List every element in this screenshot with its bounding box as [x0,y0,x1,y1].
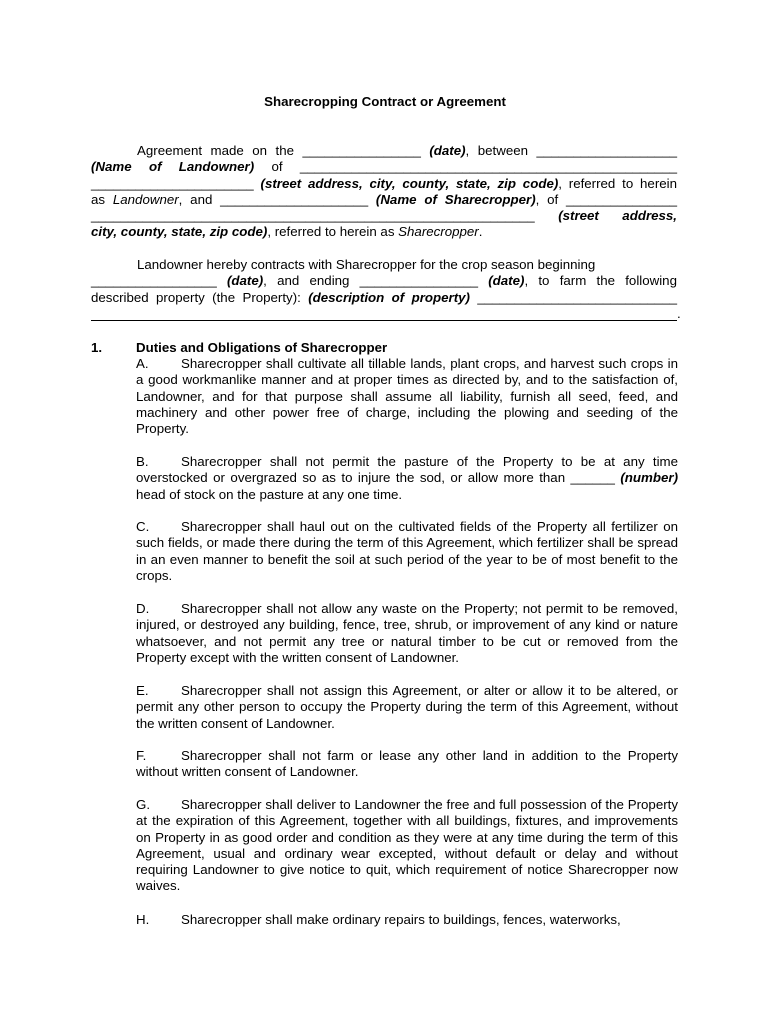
intro-text: ____________________________________________________________ [91,208,559,224]
intro-text: as [91,191,113,207]
clause-text: Sharecropper shall deliver to Landowner the free and full possession of the Property at the expiration of this Agreement, together with all buildings, fixtures, and improvements on Property in as good order and condition as they were at any time during the term of this Agreement, usual and ordinary wear excepted, without default or delay and without requiring Landowner to give notice to quit, which requirement of notice Sharecropper now waives. [136,797,678,894]
clause-label: D. [136,601,150,616]
contract-text: , and ending ________________ [263,273,489,289]
clause-h [136,912,678,928]
clause-b [136,454,678,503]
contract-text: _________________ [91,273,227,289]
section-1-heading [91,340,677,356]
contract-text: , to farm the following [524,273,677,289]
clause-a [136,356,678,437]
clause-e [136,683,678,732]
intro-line-6 [91,224,677,240]
intro-text: , between ___________________ [465,143,677,158]
intro-text: of ___________________________________________________ [254,159,677,175]
clause-c [136,519,678,584]
clause-f [136,748,678,781]
address-placeholder: (street address, city, county, state, zip code) [260,175,559,191]
clause-d [136,601,678,666]
sharecropper-term: Sharecropper [398,224,479,240]
clause-text: Sharecropper shall make ordinary repairs to buildings, fences, waterworks, [181,912,621,927]
clause-label: H. [136,912,150,927]
intro-line-4 [91,192,677,208]
date-placeholder: (date) [488,273,525,289]
contract-paragraph [91,257,677,306]
intro-line-1 [91,143,677,159]
clause-label: A. [136,356,149,371]
clause-label: G. [136,797,151,812]
intro-line-2 [91,159,677,175]
contract-text: ___________________________ [469,289,677,305]
landowner-name-placeholder: (Name of Landowner) [91,159,255,175]
date-placeholder: (date) [429,143,466,158]
clause-text: Sharecropper shall not allow any waste on the Property; not permit to be removed, injured, or destroyed any building, fence, tree, shrub, or improvement of any kind or nature whatsoever, and not permit any tree or natural timber to be cut or removed from the Property except with the written consent of Landowner. [136,601,678,665]
intro-text: , referred to herein as [267,224,399,240]
clause-label: F. [136,748,147,763]
clause-text: Sharecropper shall not permit the pasture of the Property to be at any time overstocked or overgrazed so as to injure the sod, or allow more than ______ [136,454,678,486]
landowner-term: Landowner [112,191,179,207]
intro-text: . [478,224,483,240]
date-placeholder: (date) [226,273,264,289]
section-number: 1. [91,340,103,355]
contract-line-2 [91,273,677,289]
clause-label: E. [136,683,149,698]
property-description-placeholder: (description of property) [308,289,470,305]
intro-text: , and ____________________ [178,191,376,207]
contract-line-end: . [677,306,681,321]
clause-text: Sharecropper shall haul out on the cultivated fields of the Property all fertilizer on such fields, or made there during the term of this Agreement, which fertilizer shall be spread in an even manner to benefit the soil at such period of the year to be of most benefit to the crops. [136,519,678,583]
intro-text: , referred to herein [558,175,677,191]
clause-g [136,797,678,895]
clause-text: Sharecropper shall not assign this Agreement, or alter or allow it to be altered, or permit any other person to occupy the Property during the term of this Agreement, without the written consent of Landowner. [136,683,678,731]
clause-text: head of stock on the pasture at any one time. [136,486,403,502]
intro-paragraph [91,143,677,241]
address-placeholder: city, county, state, zip code) [91,224,268,240]
document-title: Sharecropping Contract or Agreement [264,94,506,109]
number-placeholder: (number) [620,470,678,486]
contract-line-1: Landowner hereby contracts with Sharecropper for the crop season beginning [137,257,596,272]
intro-text: ______________________ [91,175,261,191]
intro-line-5 [91,208,677,224]
clause-label: C. [136,519,150,534]
intro-text: Agreement made on the ________________ [137,143,430,158]
blank-line [91,320,677,321]
section-title: Duties and Obligations of Sharecropper [136,340,388,355]
intro-text: , of _______________ [535,191,677,207]
clause-text: Sharecropper shall cultivate all tillable lands, plant crops, and harvest such crops in a good workmanlike manner and at proper times as directed by, and to the satisfaction of, Landowner, and for that purpose shall assume all liability, furnish all seed, feed, and machinery and other power free of charge, including the plowing and seeding of the Property. [136,356,678,437]
contract-text: described property (the Property): [91,289,309,305]
sharecropper-name-placeholder: (Name of Sharecropper) [375,191,536,207]
contract-line-3 [91,290,677,306]
intro-line-3 [91,176,677,192]
address-placeholder: (street address, [558,208,677,224]
clause-label: B. [136,454,149,469]
clause-text: Sharecropper shall not farm or lease any other land in addition to the Property without written consent of Landowner. [136,748,678,780]
